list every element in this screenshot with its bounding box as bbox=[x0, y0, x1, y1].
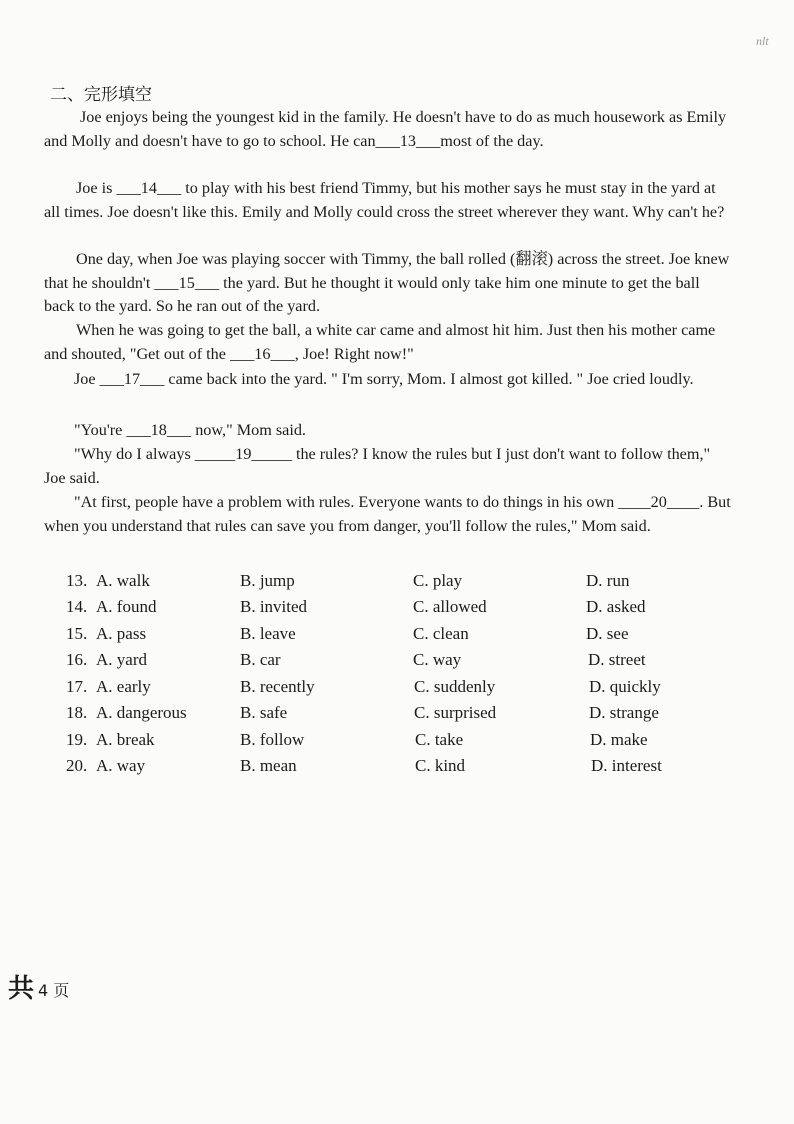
option-row-15 bbox=[66, 624, 706, 650]
option-row-18 bbox=[66, 703, 706, 729]
option-b: B. follow bbox=[240, 730, 305, 749]
option-a: A. early bbox=[96, 677, 151, 696]
passage-paragraph-4: When he was going to get the ball, a white car came and almost hit him. Just then his mother came and shouted, "Get out of the ___16___, Joe! Right now!" bbox=[44, 321, 716, 363]
option-d: D. make bbox=[590, 730, 648, 749]
option-c: C. allowed bbox=[413, 597, 487, 616]
option-d: D. run bbox=[586, 571, 630, 590]
option-d: D. strange bbox=[589, 703, 659, 722]
option-b: B. safe bbox=[240, 703, 288, 722]
passage-paragraph-3: One day, when Joe was playing soccer with Timmy, the ball rolled (翻滚) across the street. Joe knew that he shouldn't ___15___ the yard. But he thought it would only take him one minute to get the ball back to the yard. So he ran out of the yard. bbox=[44, 250, 730, 315]
option-d: D. interest bbox=[591, 756, 662, 775]
option-b: B. invited bbox=[240, 597, 308, 616]
option-row-16 bbox=[66, 650, 706, 676]
option-row-20 bbox=[66, 756, 706, 782]
option-b: B. recently bbox=[240, 677, 315, 696]
option-a: A. way bbox=[96, 756, 146, 775]
option-c: C. surprised bbox=[414, 703, 497, 722]
option-a: A. yard bbox=[96, 650, 147, 669]
option-c: C. take bbox=[415, 730, 464, 749]
option-c: C. suddenly bbox=[414, 677, 496, 696]
option-b: B. mean bbox=[240, 756, 297, 775]
option-b: B. leave bbox=[240, 624, 296, 643]
section-title: 二、完形填空 bbox=[50, 85, 152, 105]
option-a: A. walk bbox=[96, 571, 150, 590]
question-number: 14. bbox=[66, 597, 88, 616]
question-number: 16. bbox=[66, 650, 88, 669]
option-d: D. see bbox=[586, 624, 629, 643]
option-row-17 bbox=[66, 677, 706, 703]
passage-paragraph-6: "You're ___18___ now," Mom said. bbox=[74, 421, 306, 439]
option-row-13 bbox=[66, 571, 706, 597]
option-c: C. clean bbox=[413, 624, 469, 643]
option-a: A. break bbox=[96, 730, 155, 749]
option-row-14 bbox=[66, 597, 706, 623]
question-number: 18. bbox=[66, 703, 88, 722]
passage-paragraph-1: Joe enjoys being the youngest kid in the family. He doesn't have to do as much housework as Emily and Molly and doesn't have to go to school. He can___13___most of the day. bbox=[44, 108, 727, 150]
option-a: A. found bbox=[96, 597, 157, 616]
option-a: A. dangerous bbox=[96, 703, 187, 722]
option-c: C. play bbox=[413, 571, 463, 590]
footer-prefix: 共 bbox=[8, 974, 35, 1004]
passage-paragraph-2: Joe is ___14___ to play with his best friend Timmy, but his mother says he must stay in the yard at all times. Joe doesn't like this. Emily and Molly could cross the street wherever they want. Why can't he? bbox=[44, 179, 725, 221]
question-number: 20. bbox=[66, 756, 88, 775]
question-number: 19. bbox=[66, 730, 88, 749]
passage-paragraph-8: "At first, people have a problem with rules. Everyone wants to do things in his own ____20____. But when you understand that rules can save you from danger, you'll follow the rules," Mom said. bbox=[44, 493, 731, 535]
option-c: C. way bbox=[413, 650, 462, 669]
question-number: 13. bbox=[66, 571, 88, 590]
passage-paragraph-7: "Why do I always _____19_____ the rules? I know the rules but I just don't want to follow them," Joe said. bbox=[44, 445, 711, 487]
option-a: A. pass bbox=[96, 624, 147, 643]
question-number: 17. bbox=[66, 677, 88, 696]
option-b: B. jump bbox=[240, 571, 295, 590]
corner-handwriting-mark: nlt bbox=[756, 34, 769, 48]
passage-paragraph-5: Joe ___17___ came back into the yard. " I'm sorry, Mom. I almost got killed. " Joe cried loudly. bbox=[74, 370, 694, 388]
option-d: D. asked bbox=[586, 597, 646, 616]
option-b: B. car bbox=[240, 650, 281, 669]
option-d: D. quickly bbox=[589, 677, 661, 696]
option-c: C. kind bbox=[415, 756, 466, 775]
option-row-19 bbox=[66, 730, 706, 756]
question-number: 15. bbox=[66, 624, 88, 643]
page-count-footer bbox=[8, 968, 69, 1005]
footer-page-count: 4 页 bbox=[38, 981, 70, 1000]
option-d: D. street bbox=[588, 650, 646, 669]
